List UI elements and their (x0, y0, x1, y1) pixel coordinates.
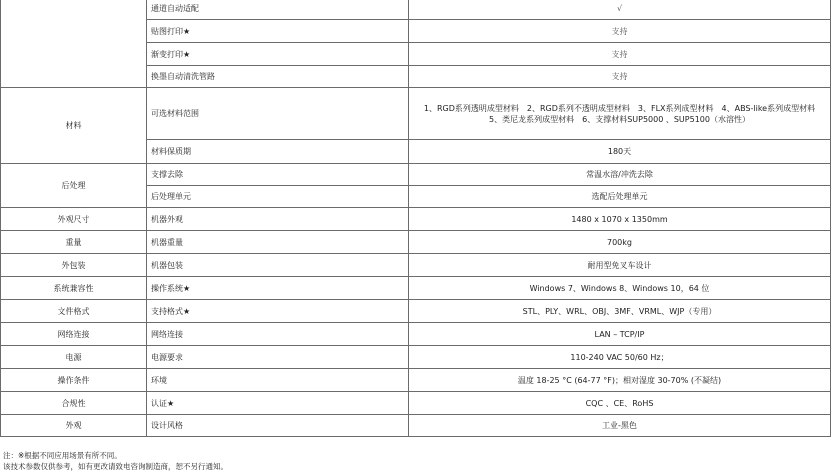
value-cell (409, 88, 831, 140)
value-cell: 700kg (409, 231, 831, 254)
item-cell: 渐变打印★ (147, 43, 409, 66)
value-cell: 支持 (409, 43, 831, 66)
item-cell: 通道自动适配 (147, 0, 409, 20)
item-cell: 环境 (147, 369, 409, 392)
item-cell: 贴图打印★ (147, 20, 409, 43)
category-cell: 外包装 (1, 254, 147, 277)
material-line-1: 1、RGD系列透明成型材料 2、RGD系列不透明成型材料 3、FLX系列成型材料 4、ABS-like系列成型材料 (423, 103, 816, 113)
category-cell: 电源 (1, 346, 147, 369)
table-row (1, 231, 831, 254)
footnote-1: 注：※根据不同应用场景有所不同。 (3, 451, 122, 460)
item-cell: 电源要求 (147, 346, 409, 369)
category-cell: 后处理 (1, 164, 147, 208)
category-cell: 网络连接 (1, 323, 147, 346)
table-row (1, 88, 831, 140)
item-cell: 换墨自动清洗管路 (147, 66, 409, 88)
footnotes (3, 450, 228, 472)
item-cell: 认证★ (147, 392, 409, 415)
value-cell: 常温水溶/冲洗去除 (409, 164, 831, 186)
value-cell: 支持 (409, 20, 831, 43)
item-cell: 材料保质期 (147, 140, 409, 164)
category-cell (1, 0, 147, 88)
table-row (1, 0, 831, 20)
table-row (1, 277, 831, 300)
category-cell: 重量 (1, 231, 147, 254)
value-cell: CQC 、CE、RoHS (409, 392, 831, 415)
value-cell: 选配后处理单元 (409, 186, 831, 208)
category-cell: 外观尺寸 (1, 208, 147, 231)
item-cell: 机器外观 (147, 208, 409, 231)
value-cell: √ (409, 0, 831, 20)
material-line-2: 5、类尼龙系列成型材料 6、支撑材料SUP5000 、SUP5100（水溶性） (489, 114, 750, 124)
category-cell: 文件格式 (1, 300, 147, 323)
table-row (1, 415, 831, 437)
item-cell: 操作系统★ (147, 277, 409, 300)
value-cell: 180天 (409, 140, 831, 164)
table-row (1, 254, 831, 277)
category-cell: 合规性 (1, 392, 147, 415)
value-cell: 温度 18-25 °C (64-77 °F)；相对湿度 30-70% (不凝结) (409, 369, 831, 392)
item-cell: 后处理单元 (147, 186, 409, 208)
category-cell: 外观 (1, 415, 147, 437)
value-cell: 1480 x 1070 x 1350mm (409, 208, 831, 231)
value-cell: LAN – TCP/IP (409, 323, 831, 346)
table-row (1, 346, 831, 369)
item-cell: 机器重量 (147, 231, 409, 254)
item-cell: 可选材料范围 (147, 88, 409, 140)
table-row (1, 392, 831, 415)
table-row (1, 208, 831, 231)
value-cell: 110-240 VAC 50/60 Hz； (409, 346, 831, 369)
value-cell: Windows 7、Windows 8、Windows 10，64 位 (409, 277, 831, 300)
value-cell: 支持 (409, 66, 831, 88)
table-row (1, 300, 831, 323)
item-cell: 网络连接 (147, 323, 409, 346)
item-cell: 机器包装 (147, 254, 409, 277)
category-cell: 操作条件 (1, 369, 147, 392)
table-row (1, 369, 831, 392)
value-cell: 工业-黑色 (409, 415, 831, 437)
table-row (1, 323, 831, 346)
item-cell: 设计风格 (147, 415, 409, 437)
footnote-2: 该技术参数仅供参考，如有更改请致电咨询制造商，恕不另行通知。 (3, 462, 228, 471)
category-cell: 材料 (1, 88, 147, 164)
value-cell: STL、PLY、WRL、OBJ、3MF、VRML、WJP（专用） (409, 300, 831, 323)
value-cell: 耐用型免叉车设计 (409, 254, 831, 277)
item-cell: 支撑去除 (147, 164, 409, 186)
item-cell: 支持格式★ (147, 300, 409, 323)
table-row (1, 164, 831, 186)
category-cell: 系统兼容性 (1, 277, 147, 300)
